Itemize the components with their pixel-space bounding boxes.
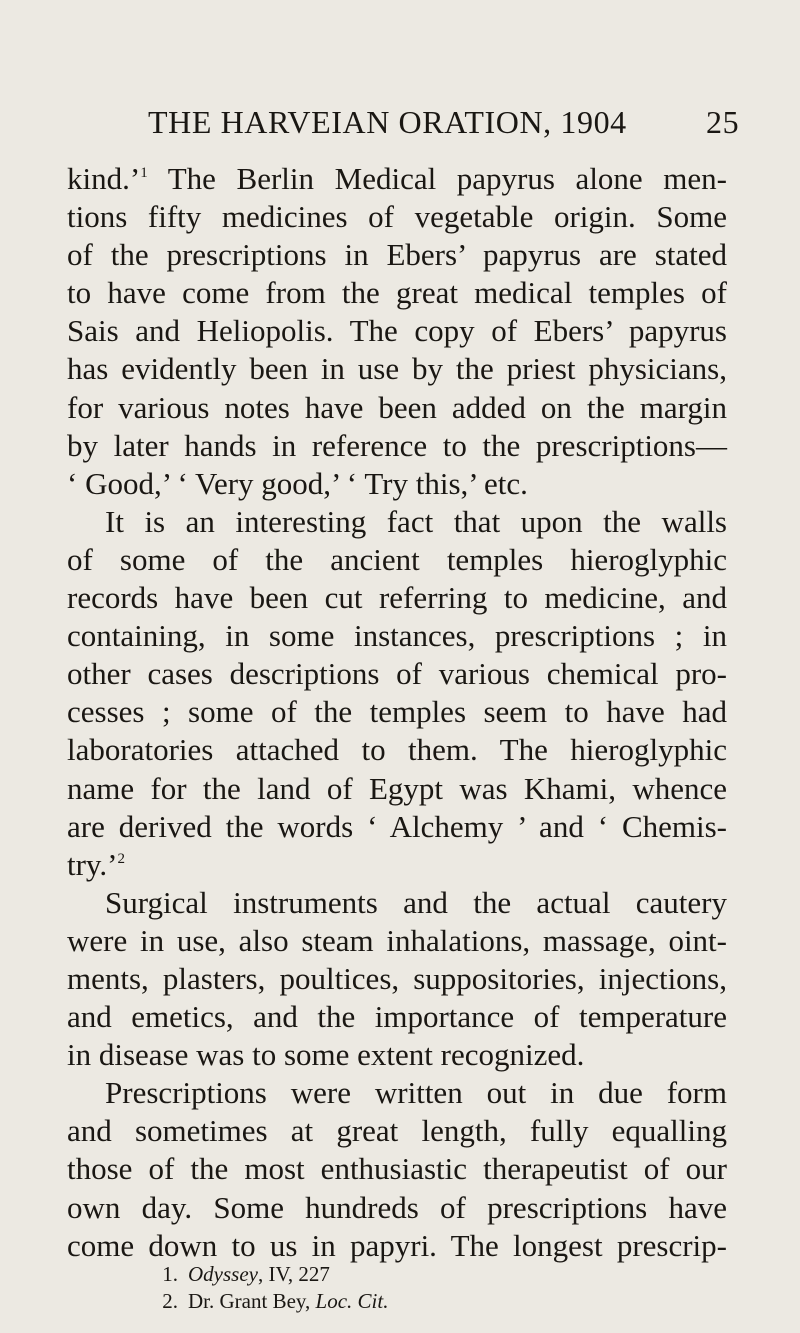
text-line: were in use, also steam inhalations, massage, oint- [67, 922, 727, 958]
running-head [148, 104, 768, 141]
footnote-ref: , IV, 227 [257, 1262, 330, 1286]
body-text [67, 160, 727, 1265]
text-line: has evidently been in use by the priest physicians, [67, 351, 727, 387]
text-line: by later hands in reference to the prescriptions— [67, 427, 727, 463]
footnote-number: 1. [162, 1262, 178, 1286]
text-line: Surgical instruments and the actual cautery [105, 884, 727, 920]
text-line: to have come from the great medical temples of [67, 275, 727, 311]
footnote-number: 2. [162, 1289, 178, 1313]
text-line: ‘ Good,’ ‘ Very good,’ ‘ Try this,’ etc. [67, 465, 528, 501]
footnote-title: Dr. Grant Bey, [188, 1289, 316, 1313]
text-line: It is an interesting fact that upon the walls [105, 503, 727, 539]
footnote [152, 1288, 652, 1315]
text-line: and emetics, and the importance of temperature [67, 999, 727, 1035]
text-line: ments, plasters, poultices, suppositories, injections, [67, 960, 727, 996]
text-line: Prescriptions were written out in due form [105, 1075, 727, 1111]
footnote-title: Odyssey [188, 1262, 258, 1286]
footnote-mark: 1 [140, 165, 148, 181]
running-title: THE HARVEIAN ORATION, 1904 [148, 104, 627, 140]
text-line: those of the most enthusiastic therapeutist of our [67, 1151, 727, 1187]
footnote [152, 1261, 652, 1288]
text-line: tions fifty medicines of vegetable origin. Some [67, 199, 727, 235]
text-line: and sometimes at great length, fully equalling [67, 1113, 727, 1149]
text-line: Sais and Heliopolis. The copy of Ebers’ papyrus [67, 313, 727, 349]
text-line: laboratories attached to them. The hieroglyphic [67, 732, 727, 768]
footnote-ref: Loc. Cit. [315, 1289, 389, 1313]
text-line: records have been cut referring to medicine, and [67, 580, 727, 616]
text-line: in disease was to some extent recognized. [67, 1037, 585, 1073]
text-line: of the prescriptions in Ebers’ papyrus are stated [67, 237, 727, 273]
text-line: of some of the ancient temples hieroglyphic [67, 541, 727, 577]
text-line: own day. Some hundreds of prescriptions have [67, 1189, 727, 1225]
text-line: other cases descriptions of various chemical pro- [67, 656, 727, 692]
text-line: try.’$^2$ [67, 846, 125, 882]
footnote-mark: 2 [117, 850, 125, 867]
text-line: containing, in some instances, prescriptions ; in [67, 618, 727, 654]
text-line: kind.’$^1$ The Berlin Medical papyrus alone men- [67, 161, 727, 196]
text-line: are derived the words ‘ Alchemy ’ and ‘ Chemis- [67, 808, 727, 844]
text-line: for various notes have been added on the margin [67, 389, 727, 425]
page-number: 25 [706, 104, 740, 140]
text-line: name for the land of Egypt was Khami, whence [67, 770, 727, 806]
text-line: cesses ; some of the temples seem to have had [67, 694, 727, 730]
text-line: come down to us in papyri. The longest prescrip- [67, 1227, 727, 1263]
footnotes [152, 1261, 652, 1315]
